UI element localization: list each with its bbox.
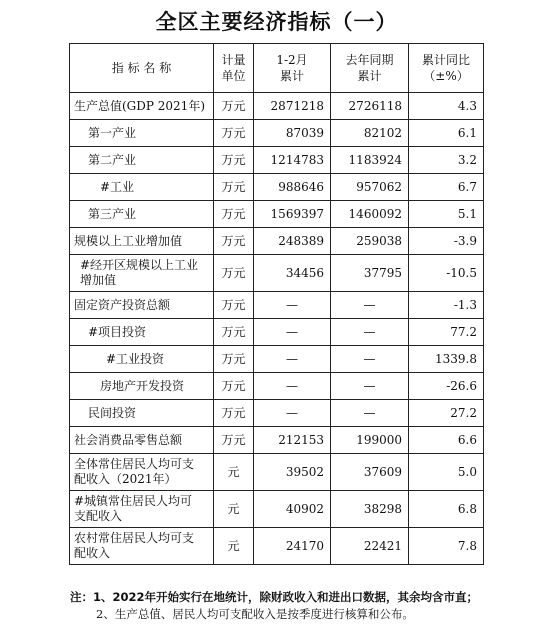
row-unit: 万元 xyxy=(214,228,254,255)
row-growth: 6.7 xyxy=(409,174,484,201)
row-growth: 77.2 xyxy=(409,319,484,346)
row-previous: 37609 xyxy=(331,454,409,491)
table-row xyxy=(70,93,484,120)
row-name: 民间投资 xyxy=(70,400,214,427)
row-current: 988646 xyxy=(254,174,331,201)
row-growth: 3.2 xyxy=(409,147,484,174)
row-unit: 元 xyxy=(214,528,254,565)
row-name: 规模以上工业增加值 xyxy=(70,228,214,255)
row-growth: 6.1 xyxy=(409,120,484,147)
row-current: — xyxy=(254,292,331,319)
row-name: 第三产业 xyxy=(70,201,214,228)
row-unit: 万元 xyxy=(214,427,254,454)
row-current: 87039 xyxy=(254,120,331,147)
row-name: 社会消费品零售总额 xyxy=(70,427,214,454)
row-previous: — xyxy=(331,319,409,346)
row-previous: 38298 xyxy=(331,491,409,528)
table-row xyxy=(70,147,484,174)
row-previous: 957062 xyxy=(331,174,409,201)
row-growth: 6.8 xyxy=(409,491,484,528)
row-unit: 元 xyxy=(214,454,254,491)
row-previous: 1460092 xyxy=(331,201,409,228)
row-previous: 82102 xyxy=(331,120,409,147)
row-current: 40902 xyxy=(254,491,331,528)
table-row xyxy=(70,454,484,491)
table-row xyxy=(70,255,484,292)
row-growth: -26.6 xyxy=(409,373,484,400)
row-unit: 万元 xyxy=(214,292,254,319)
row-growth: 27.2 xyxy=(409,400,484,427)
row-unit: 万元 xyxy=(214,93,254,120)
table-row xyxy=(70,292,484,319)
row-current: 39502 xyxy=(254,454,331,491)
header-yoy-growth: 累计同比 （±%） xyxy=(409,44,484,93)
row-previous: 199000 xyxy=(331,427,409,454)
row-name: 房地产开发投资 xyxy=(70,373,214,400)
row-growth: 7.8 xyxy=(409,528,484,565)
row-current: 212153 xyxy=(254,427,331,454)
row-current: 1569397 xyxy=(254,201,331,228)
row-current: 24170 xyxy=(254,528,331,565)
table-header-row xyxy=(70,44,484,93)
row-growth: 6.6 xyxy=(409,427,484,454)
row-growth: -3.9 xyxy=(409,228,484,255)
row-name: 生产总值(GDP 2021年) xyxy=(70,93,214,120)
row-name: 第一产业 xyxy=(70,120,214,147)
table-row xyxy=(70,174,484,201)
footnote-1: 注：1、2022年开始实行在地统计，除财政收入和进出口数据，其余均含市直； xyxy=(70,590,479,604)
row-previous: — xyxy=(331,292,409,319)
row-unit: 万元 xyxy=(214,373,254,400)
row-name: #经开区规模以上工业 增加值 xyxy=(70,255,214,292)
row-current: — xyxy=(254,373,331,400)
header-current-cumulative: 1-2月 累计 xyxy=(254,44,331,93)
economic-indicators-table xyxy=(69,43,484,565)
table-row xyxy=(70,427,484,454)
row-previous: 2726118 xyxy=(331,93,409,120)
row-current: 248389 xyxy=(254,228,331,255)
table-row xyxy=(70,319,484,346)
row-growth: -1.3 xyxy=(409,292,484,319)
row-growth: 5.0 xyxy=(409,454,484,491)
footnote-2: 2、生产总值、居民人均可支配收入是按季度进行核算和公布。 xyxy=(96,607,414,621)
row-unit: 万元 xyxy=(214,346,254,373)
row-name: #城镇常住居民人均可 支配收入 xyxy=(70,491,214,528)
row-unit: 元 xyxy=(214,491,254,528)
row-unit: 万元 xyxy=(214,147,254,174)
row-growth: 1339.8 xyxy=(409,346,484,373)
row-current: — xyxy=(254,319,331,346)
row-name: #工业投资 xyxy=(70,346,214,373)
row-current: 2871218 xyxy=(254,93,331,120)
header-unit: 计量 单位 xyxy=(214,44,254,93)
row-previous: 37795 xyxy=(331,255,409,292)
page-title: 全区主要经济指标（一） xyxy=(155,10,398,34)
row-current: — xyxy=(254,400,331,427)
row-name: #工业 xyxy=(70,174,214,201)
row-growth: 4.3 xyxy=(409,93,484,120)
table-row xyxy=(70,201,484,228)
row-previous: 22421 xyxy=(331,528,409,565)
row-previous: — xyxy=(331,400,409,427)
table-row xyxy=(70,528,484,565)
header-previous-cumulative: 去年同期 累计 xyxy=(331,44,409,93)
row-unit: 万元 xyxy=(214,400,254,427)
row-previous: — xyxy=(331,346,409,373)
row-growth: -10.5 xyxy=(409,255,484,292)
table-row xyxy=(70,491,484,528)
table-row xyxy=(70,400,484,427)
row-unit: 万元 xyxy=(214,319,254,346)
row-current: — xyxy=(254,346,331,373)
table-row xyxy=(70,120,484,147)
table-row xyxy=(70,373,484,400)
row-unit: 万元 xyxy=(214,120,254,147)
row-unit: 万元 xyxy=(214,174,254,201)
table-row xyxy=(70,228,484,255)
row-current: 1214783 xyxy=(254,147,331,174)
row-current: 34456 xyxy=(254,255,331,292)
row-name: 全体常住居民人均可支 配收入（2021年） xyxy=(70,454,214,491)
row-growth: 5.1 xyxy=(409,201,484,228)
row-name: #项目投资 xyxy=(70,319,214,346)
row-unit: 万元 xyxy=(214,255,254,292)
row-unit: 万元 xyxy=(214,201,254,228)
row-previous: 1183924 xyxy=(331,147,409,174)
row-name: 固定资产投资总额 xyxy=(70,292,214,319)
row-name: 第二产业 xyxy=(70,147,214,174)
header-indicator-name: 指 标 名 称 xyxy=(70,44,214,93)
row-name: 农村常住居民人均可支 配收入 xyxy=(70,528,214,565)
footnotes xyxy=(70,589,550,623)
row-previous: 259038 xyxy=(331,228,409,255)
row-previous: — xyxy=(331,373,409,400)
table-row xyxy=(70,346,484,373)
